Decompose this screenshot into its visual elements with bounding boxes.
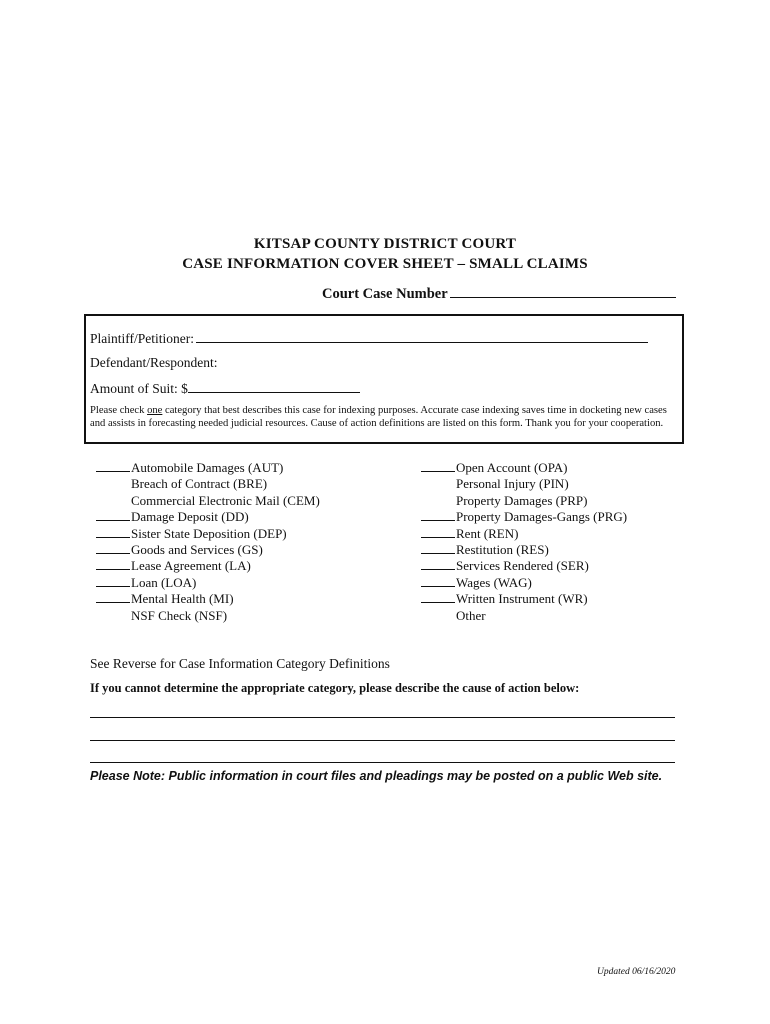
updated-date: Updated 06/16/2020 xyxy=(597,967,676,977)
category-checkbox-line[interactable] xyxy=(421,558,455,570)
category-checkbox-line[interactable] xyxy=(421,494,455,505)
category-label: Rent (REN) xyxy=(456,525,519,541)
category-checkbox-line[interactable] xyxy=(96,542,130,554)
category-label: Mental Health (MI) xyxy=(131,591,234,607)
plaintiff-label: Plaintiff/Petitioner: xyxy=(90,331,194,346)
category-checkbox-line[interactable] xyxy=(421,509,455,521)
category-label: Sister State Deposition (DEP) xyxy=(131,525,287,541)
category-checkbox-line[interactable] xyxy=(96,509,130,521)
category-label: Automobile Damages (AUT) xyxy=(131,460,284,475)
category-label: Other xyxy=(456,607,486,623)
category-item[interactable] xyxy=(96,591,320,607)
category-checkbox-line[interactable] xyxy=(96,477,130,488)
category-label: Wages (WAG) xyxy=(456,574,532,590)
category-checkbox-line[interactable] xyxy=(421,609,455,620)
category-item[interactable] xyxy=(421,542,627,558)
category-label: Written Instrument (WR) xyxy=(456,591,588,607)
defendant-field[interactable] xyxy=(90,355,217,371)
category-item[interactable] xyxy=(421,509,627,525)
category-checkbox-line[interactable] xyxy=(96,591,130,603)
category-checkbox-line[interactable] xyxy=(421,591,455,603)
category-item[interactable] xyxy=(421,608,627,624)
public-info-note: Please Note: Public information in court files and pleadings may be posted on a public Web site. xyxy=(90,769,663,783)
category-item[interactable] xyxy=(96,526,320,542)
category-item[interactable] xyxy=(96,542,320,558)
defendant-label: Defendant/Respondent: xyxy=(90,355,218,370)
category-item[interactable] xyxy=(421,526,627,542)
category-item[interactable] xyxy=(96,575,320,591)
category-checkbox-line[interactable] xyxy=(421,477,455,488)
instructions-before: Please check xyxy=(90,405,148,416)
category-checkbox-line[interactable] xyxy=(421,526,455,538)
category-list-left xyxy=(96,460,320,624)
category-item[interactable] xyxy=(96,493,320,509)
category-checkbox-line[interactable] xyxy=(421,575,455,587)
category-checkbox-line[interactable] xyxy=(96,526,130,538)
category-checkbox-line[interactable] xyxy=(96,460,130,472)
category-label: Breach of Contract (BRE) xyxy=(131,476,268,492)
category-checkbox-line[interactable] xyxy=(96,494,130,505)
category-label: Damage Deposit (DD) xyxy=(131,509,249,525)
category-item[interactable] xyxy=(421,558,627,574)
category-list-right xyxy=(421,460,627,624)
instructions-text xyxy=(90,404,682,430)
category-item[interactable] xyxy=(421,591,627,607)
category-label: Lease Agreement (LA) xyxy=(131,558,251,574)
plaintiff-line[interactable] xyxy=(196,330,648,343)
see-reverse-note: See Reverse for Case Information Category Definitions xyxy=(90,656,390,671)
cause-of-action-line[interactable] xyxy=(90,740,675,741)
category-checkbox-line[interactable] xyxy=(96,575,130,587)
amount-label: Amount of Suit: $ xyxy=(90,381,188,396)
case-number-label: Court Case Number xyxy=(322,286,448,302)
category-item[interactable] xyxy=(96,558,320,574)
court-name: KITSAP COUNTY DISTRICT COURT xyxy=(253,236,517,252)
form-title: CASE INFORMATION COVER SHEET – SMALL CLAIMS xyxy=(182,256,588,272)
plaintiff-field[interactable] xyxy=(90,330,648,347)
category-label: Property Damages (PRP) xyxy=(456,492,588,508)
amount-field[interactable] xyxy=(90,380,360,397)
category-item[interactable] xyxy=(96,509,320,525)
category-checkbox-line[interactable] xyxy=(421,460,455,472)
category-item[interactable] xyxy=(421,476,627,492)
category-item[interactable] xyxy=(421,575,627,591)
cause-of-action-line[interactable] xyxy=(90,762,675,763)
case-number-field[interactable] xyxy=(322,285,676,303)
category-checkbox-line[interactable] xyxy=(421,542,455,554)
category-label: Personal Injury (PIN) xyxy=(456,476,569,492)
category-label: NSF Check (NSF) xyxy=(131,607,228,623)
category-label: Commercial Electronic Mail (CEM) xyxy=(131,492,320,508)
instructions-after: category that best describes this case for indexing purposes. Accurate case indexing saves time in docketing new cases and assists in forecasting needed judicial resources. Cause of action definitions are listed on this form. Thank you for your cooperation. xyxy=(90,405,667,429)
amount-line[interactable] xyxy=(188,380,360,393)
category-item[interactable] xyxy=(96,460,320,476)
cannot-determine-heading: If you cannot determine the appropriate category, please describe the cause of action below: xyxy=(90,681,580,695)
category-item[interactable] xyxy=(96,608,320,624)
category-label: Loan (LOA) xyxy=(131,574,197,590)
category-label: Open Account (OPA) xyxy=(456,460,568,475)
category-label: Goods and Services (GS) xyxy=(131,541,263,557)
category-item[interactable] xyxy=(421,493,627,509)
category-label: Property Damages-Gangs (PRG) xyxy=(456,509,628,525)
case-number-line[interactable] xyxy=(450,285,676,298)
category-checkbox-line[interactable] xyxy=(96,558,130,570)
instructions-emphasis: one xyxy=(147,405,163,416)
cause-of-action-line[interactable] xyxy=(90,717,675,718)
category-checkbox-line[interactable] xyxy=(96,609,130,620)
category-item[interactable] xyxy=(96,476,320,492)
category-label: Services Rendered (SER) xyxy=(456,558,589,574)
category-item[interactable] xyxy=(421,460,627,476)
category-label: Restitution (RES) xyxy=(456,541,549,557)
